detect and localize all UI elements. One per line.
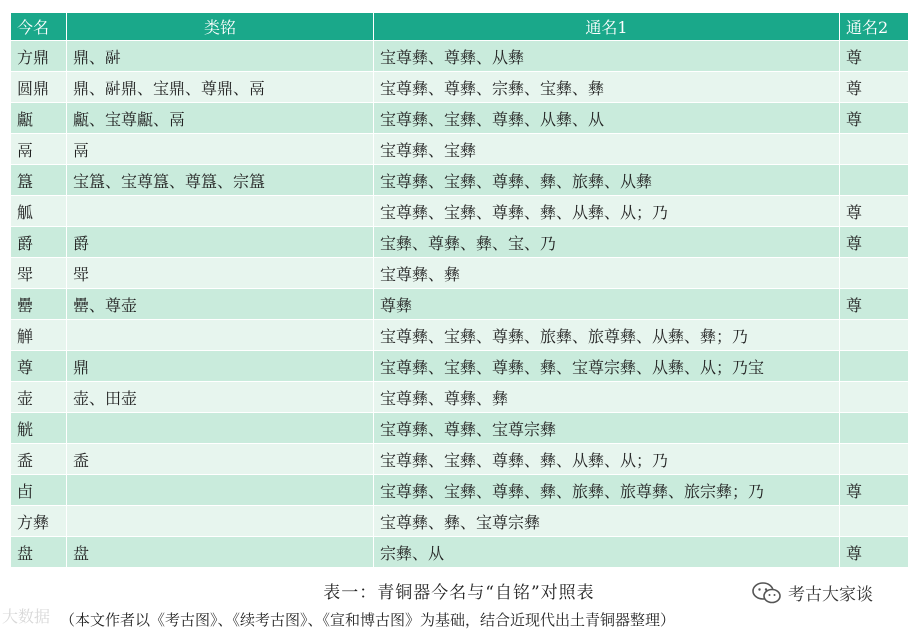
table-note: （本文作者以《考古图》、《续考古图》、《宣和博古图》为基础，结合近现代出土青铜器整理） xyxy=(60,611,676,629)
cell-general-name-1: 宝尊彝、宝彝 xyxy=(374,134,840,165)
table-row xyxy=(11,227,909,258)
cell-general-name-1: 宝尊彝、宝彝、尊彝、彝、从彝、从；乃 xyxy=(374,444,840,475)
cell-general-name-1: 宝尊彝、彝 xyxy=(374,258,840,289)
cell-general-name-2: 尊 xyxy=(840,72,909,103)
table-row xyxy=(11,258,909,289)
cell-general-name-2: 尊 xyxy=(840,227,909,258)
cell-general-name-1: 宝尊彝、尊彝、宝尊宗彝 xyxy=(374,413,840,444)
cell-modern-name: 方鼎 xyxy=(11,41,67,72)
cell-modern-name: 盘 xyxy=(11,537,67,568)
cell-general-name-2: 尊 xyxy=(840,537,909,568)
watermark-left: 大数据 xyxy=(2,607,51,626)
cell-general-name-1: 宝尊彝、彝、宝尊宗彝 xyxy=(374,506,840,537)
table-row xyxy=(11,103,909,134)
table-row xyxy=(11,382,909,413)
cell-general-name-2: 尊 xyxy=(840,289,909,320)
cell-modern-name: 鬲 xyxy=(11,134,67,165)
cell-category-inscription: 盘 xyxy=(67,537,374,568)
cell-category-inscription: 鬲 xyxy=(67,134,374,165)
cell-modern-name: 簋 xyxy=(11,165,67,196)
table-row xyxy=(11,41,909,72)
cell-general-name-1: 宝彝、尊彝、彝、宝、乃 xyxy=(374,227,840,258)
cell-general-name-1: 宝尊彝、宝彝、尊彝、彝、旅彝、从彝 xyxy=(374,165,840,196)
cell-general-name-2: 尊 xyxy=(840,41,909,72)
cell-general-name-2 xyxy=(840,506,909,537)
cell-general-name-1: 宝尊彝、尊彝、从彝 xyxy=(374,41,840,72)
cell-category-inscription xyxy=(67,196,374,227)
cell-general-name-1: 宝尊彝、尊彝、宗彝、宝彝、彝 xyxy=(374,72,840,103)
header-general-name-2: 通名2 xyxy=(840,13,909,41)
cell-category-inscription: 鼎、𩰫 xyxy=(67,41,374,72)
table-row xyxy=(11,72,909,103)
table-row xyxy=(11,196,909,227)
cell-general-name-1: 尊彝 xyxy=(374,289,840,320)
cell-modern-name: 爵 xyxy=(11,227,67,258)
cell-category-inscription: 爵 xyxy=(67,227,374,258)
wechat-watermark xyxy=(752,580,873,605)
cell-category-inscription xyxy=(67,506,374,537)
table-row xyxy=(11,289,909,320)
cell-modern-name: 觯 xyxy=(11,320,67,351)
cell-modern-name: 圆鼎 xyxy=(11,72,67,103)
cell-general-name-1: 宗彝、从 xyxy=(374,537,840,568)
cell-modern-name: 觚 xyxy=(11,196,67,227)
cell-general-name-2 xyxy=(840,134,909,165)
header-general-name-1: 通名1 xyxy=(374,13,840,41)
cell-general-name-2 xyxy=(840,444,909,475)
cell-modern-name: 方彝 xyxy=(11,506,67,537)
cell-category-inscription: 盉 xyxy=(67,444,374,475)
cell-general-name-1: 宝尊彝、宝彝、尊彝、彝、宝尊宗彝、从彝、从；乃宝 xyxy=(374,351,840,382)
comparison-table xyxy=(10,12,909,568)
cell-general-name-1: 宝尊彝、宝彝、尊彝、旅彝、旅尊彝、从彝、彝；乃 xyxy=(374,320,840,351)
wechat-account-name: 考古大家谈 xyxy=(788,585,873,605)
cell-category-inscription xyxy=(67,413,374,444)
cell-category-inscription: 壶、田壶 xyxy=(67,382,374,413)
table-row xyxy=(11,320,909,351)
table-caption: 表一：青铜器今名与“自铭”对照表 xyxy=(323,583,595,603)
comparison-table-container xyxy=(10,12,908,568)
cell-general-name-2 xyxy=(840,258,909,289)
cell-modern-name: 卣 xyxy=(11,475,67,506)
cell-modern-name: 甗 xyxy=(11,103,67,134)
cell-category-inscription: 宝簋、宝尊簋、尊簋、宗簋 xyxy=(67,165,374,196)
table-row xyxy=(11,351,909,382)
cell-general-name-1: 宝尊彝、尊彝、彝 xyxy=(374,382,840,413)
cell-modern-name: 罍 xyxy=(11,289,67,320)
cell-category-inscription: 罍、尊壶 xyxy=(67,289,374,320)
cell-general-name-2: 尊 xyxy=(840,196,909,227)
table-body xyxy=(11,41,909,568)
table-row xyxy=(11,537,909,568)
table-row xyxy=(11,475,909,506)
header-category-inscription: 类铭 xyxy=(67,13,374,41)
cell-general-name-2 xyxy=(840,413,909,444)
cell-modern-name: 觥 xyxy=(11,413,67,444)
cell-general-name-2 xyxy=(840,165,909,196)
cell-general-name-2: 尊 xyxy=(840,103,909,134)
cell-category-inscription xyxy=(67,320,374,351)
table-row xyxy=(11,134,909,165)
cell-modern-name: 盉 xyxy=(11,444,67,475)
wechat-icon xyxy=(752,581,782,605)
cell-general-name-1: 宝尊彝、宝彝、尊彝、彝、旅彝、旅尊彝、旅宗彝；乃 xyxy=(374,475,840,506)
cell-general-name-2 xyxy=(840,320,909,351)
cell-general-name-1: 宝尊彝、宝彝、尊彝、彝、从彝、从；乃 xyxy=(374,196,840,227)
table-row xyxy=(11,444,909,475)
cell-modern-name: 壶 xyxy=(11,382,67,413)
table-row xyxy=(11,165,909,196)
cell-category-inscription: 鼎 xyxy=(67,351,374,382)
cell-general-name-2 xyxy=(840,382,909,413)
header-modern-name: 今名 xyxy=(11,13,67,41)
cell-modern-name: 斝 xyxy=(11,258,67,289)
cell-category-inscription: 甗、宝尊甗、鬲 xyxy=(67,103,374,134)
cell-general-name-2: 尊 xyxy=(840,475,909,506)
cell-general-name-2 xyxy=(840,351,909,382)
table-header-row xyxy=(11,13,909,41)
cell-category-inscription xyxy=(67,475,374,506)
cell-category-inscription: 鼎、𩰫鼎、宝鼎、尊鼎、鬲 xyxy=(67,72,374,103)
cell-modern-name: 尊 xyxy=(11,351,67,382)
cell-category-inscription: 斝 xyxy=(67,258,374,289)
cell-general-name-1: 宝尊彝、宝彝、尊彝、从彝、从 xyxy=(374,103,840,134)
table-row xyxy=(11,413,909,444)
table-row xyxy=(11,506,909,537)
